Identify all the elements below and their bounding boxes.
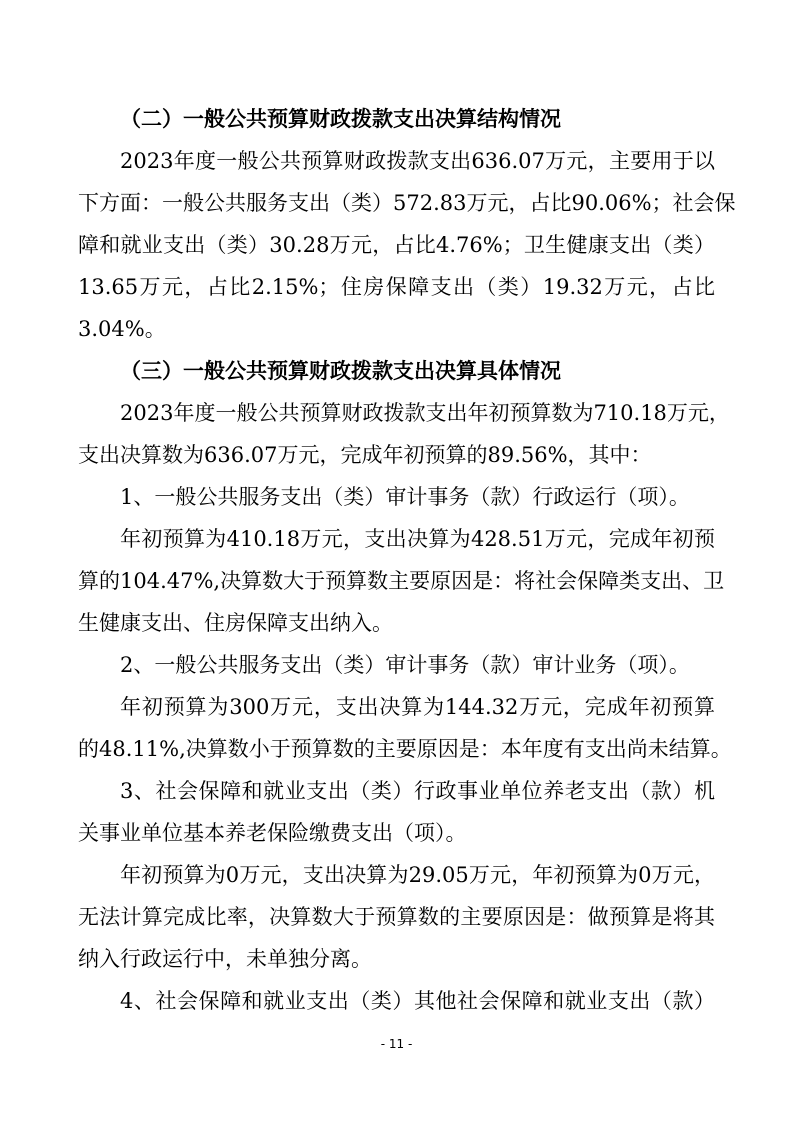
- paragraph-line: 年初预算为0万元，支出决算为29.05万元，年初预算为0万元，: [120, 863, 715, 887]
- paragraph-line: 13.65万元，占比2.15%；住房保障支出（类）19.32万元，占比: [78, 275, 715, 299]
- paragraph-line: 支出决算数为636.07万元，完成年初预算的89.56%，其中：: [78, 443, 652, 467]
- paragraph-line: 2023年度一般公共预算财政拨款支出年初预算数为710.18万元，: [120, 401, 730, 425]
- item-title: 4、社会保障和就业支出（类）其他社会保障和就业支出（款）: [120, 989, 715, 1013]
- paragraph-line: 年初预算为410.18万元，支出决算为428.51万元，完成年初预: [120, 527, 715, 551]
- paragraph-line: 下方面：一般公共服务支出（类）572.83万元，占比90.06%；社会保: [78, 191, 736, 215]
- section-heading-structure: （二）一般公共预算财政拨款支出决算结构情况: [120, 107, 561, 131]
- paragraph-line: 3.04%。: [78, 317, 166, 341]
- paragraph-line: 障和就业支出（类）30.28万元，占比4.76%；卫生健康支出（类）: [78, 233, 715, 257]
- paragraph-line: 算的104.47%,决算数大于预算数主要原因是：将社会保障类支出、卫: [78, 569, 725, 593]
- page-number: - 11 -: [380, 1037, 413, 1051]
- paragraph-line: 2023年度一般公共预算财政拨款支出636.07万元，主要用于以: [120, 149, 715, 173]
- item-title: 2、一般公共服务支出（类）审计事务（款）审计业务（项）。: [120, 653, 690, 677]
- paragraph-line: 无法计算完成比率，决算数大于预算数的主要原因是：做预算是将其: [78, 905, 715, 929]
- paragraph-line: 年初预算为300万元，支出决算为144.32万元，完成年初预算: [120, 695, 715, 719]
- item-title: 关事业单位基本养老保险缴费支出（项）。: [78, 821, 467, 845]
- section-heading-details: （三）一般公共预算财政拨款支出决算具体情况: [120, 359, 561, 383]
- item-title: 1、一般公共服务支出（类）审计事务（款）行政运行（项）。: [120, 485, 690, 509]
- paragraph-line: 纳入行政运行中，未单独分离。: [78, 947, 372, 971]
- item-title: 3、社会保障和就业支出（类）行政事业单位养老支出（款）机: [120, 779, 715, 803]
- paragraph-line: 的48.11%,决算数小于预算数的主要原因是：本年度有支出尚未结算。: [78, 737, 732, 761]
- paragraph-line: 生健康支出、住房保障支出纳入。: [78, 611, 393, 635]
